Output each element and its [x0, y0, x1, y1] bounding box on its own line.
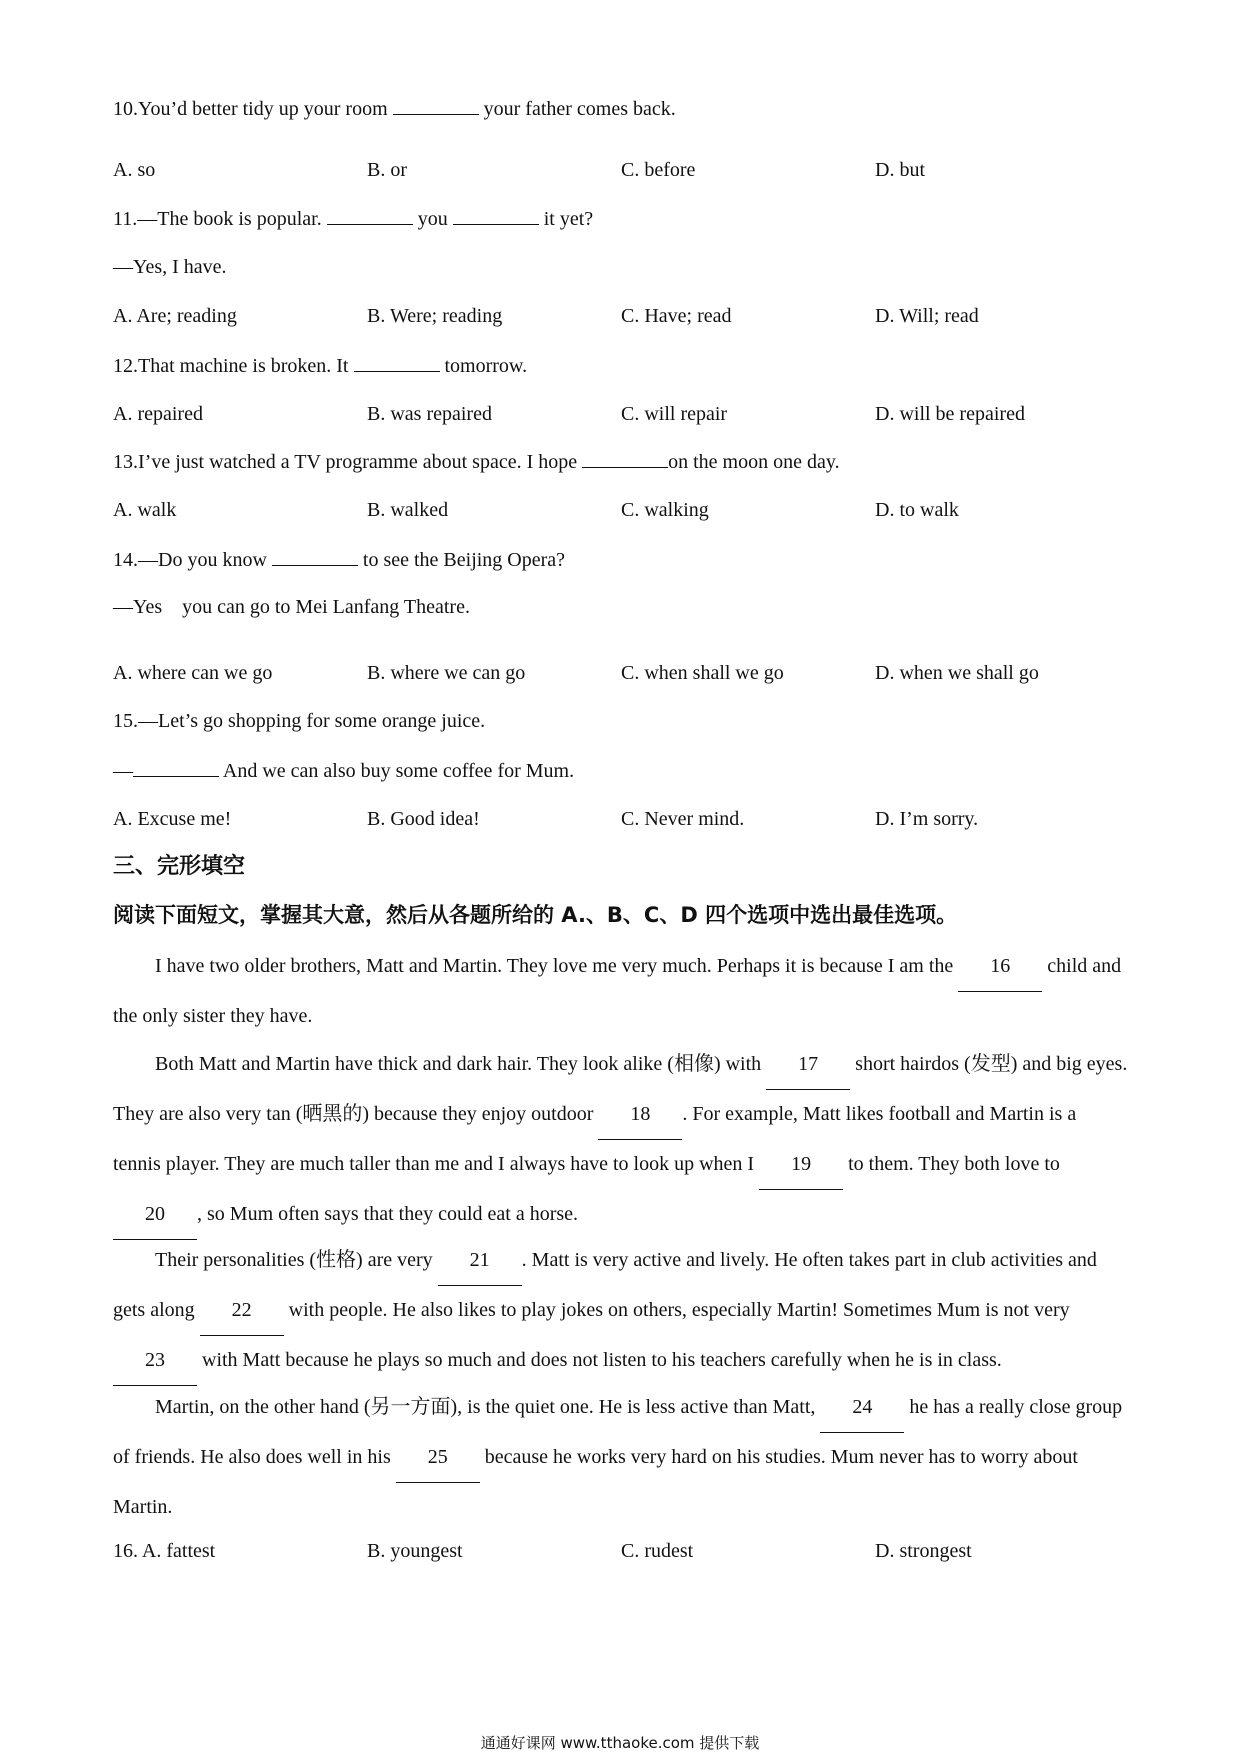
- option-d: D. to walk: [875, 499, 959, 521]
- question-text: —: [113, 760, 133, 782]
- option-c: C. will repair: [621, 403, 728, 425]
- question-number: 11.: [113, 208, 138, 230]
- option-c: C. Have; read: [621, 305, 732, 327]
- option-a: A. so: [113, 159, 156, 181]
- question-14: [113, 549, 565, 570]
- question-15-reply: [113, 760, 574, 781]
- passage-paragraph-3: Their personalities (性格) are very 21 . Matt is very active and lively. He often takes part in club activities and gets along 22 with people. He also likes to play jokes on others, especially Martin! Sometimes Mum is not very 23 with Matt because he plays so much and does not listen to his teachers carefully when he is in class.: [113, 1236, 1128, 1386]
- question-13: [113, 451, 840, 472]
- numbered-blank: 23: [113, 1336, 197, 1386]
- option-c: C. rudest: [621, 1540, 694, 1562]
- question-text: it yet?: [538, 208, 594, 230]
- option-c: C. when shall we go: [621, 662, 784, 684]
- question-text: your father comes back.: [478, 98, 676, 120]
- question-text: you: [412, 208, 453, 230]
- option-b: B. was repaired: [367, 403, 492, 425]
- option-b: B. where we can go: [367, 662, 526, 684]
- question-text: to see the Beijing Opera?: [357, 549, 566, 571]
- question-14-reply: —Yes you can go to Mei Lanfang Theatre.: [113, 596, 470, 618]
- question-15: [113, 711, 485, 731]
- answer-blank: [272, 549, 358, 566]
- answer-blank: [582, 451, 668, 468]
- option-a: A. Are; reading: [113, 305, 237, 327]
- passage-paragraph-1: I have two older brothers, Matt and Martin. They love me very much. Perhaps it is because I am the 16 child and the only sister they have.: [113, 942, 1128, 1041]
- numbered-blank: 20: [113, 1190, 197, 1240]
- page-footer: 通通好课网 www.tthaoke.com 提供下载: [480, 1734, 760, 1752]
- answer-blank: [393, 98, 479, 115]
- numbered-blank: 19: [759, 1140, 843, 1190]
- question-text: That machine is broken. It: [138, 355, 354, 377]
- question-12: [113, 355, 527, 376]
- section-instruction: 阅读下面短文，掌握其大意，然后从各题所给的 A.、B、C、D 四个选项中选出最佳选项。: [113, 903, 958, 927]
- question-11: [113, 208, 593, 229]
- question-text: —The book is popular.: [137, 208, 327, 230]
- option-a: A. where can we go: [113, 662, 273, 684]
- numbered-blank: 16: [958, 942, 1042, 992]
- question-text: on the moon one day.: [668, 451, 840, 473]
- question-number: 13.: [113, 451, 138, 473]
- option-a: A. Excuse me!: [113, 808, 232, 830]
- numbered-blank: 25: [396, 1433, 480, 1483]
- option-a: A. repaired: [113, 403, 203, 425]
- answer-blank: [453, 208, 539, 225]
- question-11-reply: —Yes, I have.: [113, 256, 227, 278]
- option-d: D. strongest: [875, 1540, 972, 1562]
- section-title: 三、完形填空: [113, 854, 246, 879]
- question-text: tomorrow.: [439, 355, 528, 377]
- question-text: And we can also buy some coffee for Mum.: [219, 760, 575, 782]
- question-10: [113, 98, 676, 119]
- question-number: 16.: [113, 1540, 142, 1562]
- passage-paragraph-4: Martin, on the other hand (另一方面), is the quiet one. He is less active than Matt, 24 he has a really close group of friends. He also does well in his 25 because he works very hard on his studies. Mum never has to worry about Martin.: [113, 1383, 1128, 1532]
- question-number: 10.: [113, 98, 138, 120]
- option-d: D. I’m sorry.: [875, 808, 979, 830]
- option-c: C. before: [621, 159, 696, 181]
- answer-blank: [327, 208, 413, 225]
- option-c: C. Never mind.: [621, 808, 745, 830]
- answer-blank: [354, 355, 440, 372]
- numbered-blank: 22: [200, 1286, 284, 1336]
- question-text: I’ve just watched a TV programme about space. I hope: [138, 451, 583, 473]
- option-b: B. or: [367, 159, 407, 181]
- question-text: You’d better tidy up your room: [138, 98, 393, 120]
- question-number: 12.: [113, 355, 138, 377]
- answer-blank: [133, 760, 219, 777]
- option-d: D. when we shall go: [875, 662, 1039, 684]
- question-text: —Let’s go shopping for some orange juice.: [138, 710, 486, 732]
- question-text: —Do you know: [138, 549, 272, 571]
- question-number: 15.: [113, 710, 138, 732]
- numbered-blank: 17: [766, 1040, 850, 1090]
- option-d: D. will be repaired: [875, 403, 1025, 425]
- option-b: B. walked: [367, 499, 449, 521]
- option-c: C. walking: [621, 499, 709, 521]
- question-number: 14.: [113, 549, 138, 571]
- passage-paragraph-2: Both Matt and Martin have thick and dark hair. They look alike (相像) with 17 short hairdos (发型) and big eyes. They are also very tan (晒黑的) because they enjoy outdoor 18 . For example, Matt likes football and Martin is a tennis player. They are much taller than me and I always have to look up when I 19 to them. They both love to 20 , so Mum often says that they could eat a horse.: [113, 1040, 1128, 1240]
- question-16-option-a: 16. A. fattest: [113, 1540, 216, 1562]
- option-d: D. Will; read: [875, 305, 979, 327]
- option-b: B. Were; reading: [367, 305, 503, 327]
- option-b: B. youngest: [367, 1540, 463, 1562]
- option-d: D. but: [875, 159, 925, 181]
- option-b: B. Good idea!: [367, 808, 480, 830]
- numbered-blank: 24: [820, 1383, 904, 1433]
- numbered-blank: 18: [598, 1090, 682, 1140]
- option-a: A. walk: [113, 499, 177, 521]
- numbered-blank: 21: [438, 1236, 522, 1286]
